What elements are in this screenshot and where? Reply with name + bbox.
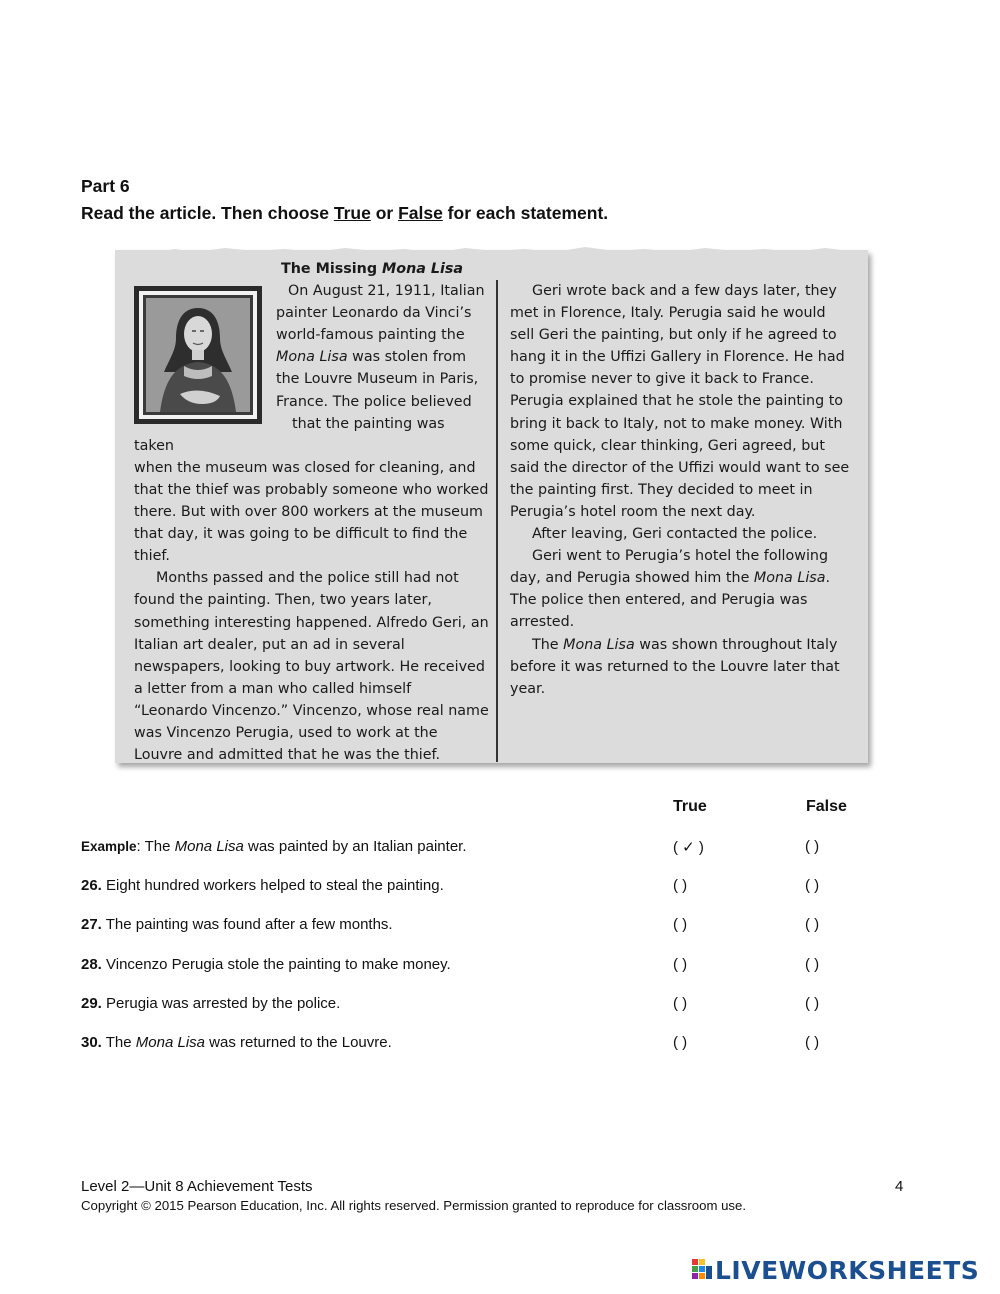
article-paragraph-5: Geri went to Perugia’s hotel the following day, and Perugia showed him the Mona Lisa. The police then entered, and Perugia was arrested. xyxy=(510,548,831,631)
question-27-true-choice[interactable]: ( ) xyxy=(673,916,688,933)
article-paragraph-4: After leaving, Geri contacted the police. xyxy=(532,526,818,543)
article-panel xyxy=(115,250,868,763)
question-row: 26. Eight hundred workers helped to steal the painting. ( ) ( ) xyxy=(81,877,820,894)
article-paragraph-6: The Mona Lisa was shown throughout Italy before it was returned to the Louvre later that year. xyxy=(510,636,840,697)
question-27-false-choice[interactable]: ( ) xyxy=(805,916,820,933)
page-number: 4 xyxy=(895,1178,904,1195)
question-row: 27. The painting was found after a few months. ( ) ( ) xyxy=(81,916,820,933)
false-word: False xyxy=(398,203,443,223)
question-30-true-choice[interactable]: ( ) xyxy=(673,1034,688,1051)
true-word: True xyxy=(333,203,371,223)
example-text: Example: The Mona Lisa was painted by an Italian painter. xyxy=(81,838,467,855)
question-28-false-choice[interactable]: ( ) xyxy=(805,956,820,973)
example-true-choice[interactable]: ( ✓ ) xyxy=(673,839,704,856)
question-29-true-choice[interactable]: ( ) xyxy=(673,995,688,1012)
torn-edge xyxy=(115,244,868,258)
article-title: The Missing Mona Lisa xyxy=(281,261,464,277)
column-divider xyxy=(496,280,498,762)
article-paragraph-3: Geri wrote back and a few days later, they met in Florence, Italy. Perugia said he would sell Geri the painting, but only if he agreed to hang it in the Uffizi Gallery in Florence. He had to promise never to give it back to France. Perugia explained that he stole the painting to bring it back to Italy, not to make money. With some quick, clear thinking, Geri agreed, but said the director of the Uffizi would want to see the painting first. They decided to meet in Perugia’s hotel room the next day. xyxy=(510,283,850,520)
example-row xyxy=(81,838,881,860)
article-paragraph-1: On August 21, 1911, Italian painter Leonardo da Vinci’s world-famous painting the Mona Lisa was stolen from the Louvre Museum in Paris, France. The police believed that the painting was taken when the museum was closed for cleaning, and that the thief was probably someone who worked there. But with over 800 workers at the museum that day, it was going to be difficult to find the thief. xyxy=(134,283,489,565)
liveworksheets-blocks-icon xyxy=(692,1259,712,1281)
footer-level: Level 2—Unit 8 Achievement Tests xyxy=(81,1178,313,1195)
article-left-column xyxy=(134,258,489,766)
article-paragraph-2: Months passed and the police still had not found the painting. Then, two years later, something interesting happened. Alfredo Geri, an Italian art dealer, put an ad in several newspapers, looking to buy artwork. He received a letter from a man who called himself “Leonardo Vincenzo.” Vincenzo, whose real name was Vincenzo Perugia, used to work at the Louvre and admitted that he was the thief. xyxy=(134,570,489,764)
part-title: Part 6 xyxy=(81,176,130,196)
question-row: 30. The Mona Lisa was returned to the Louvre. ( ) ( ) xyxy=(81,1034,820,1051)
instructions: Read the article. Then choose True or False for each statement. xyxy=(81,203,609,223)
mona-lisa-portrait-icon xyxy=(134,286,262,424)
question-26-true-choice[interactable]: ( ) xyxy=(673,877,688,894)
question-28-true-choice[interactable]: ( ) xyxy=(673,956,688,973)
example-false-choice[interactable]: ( ) xyxy=(805,838,820,855)
liveworksheets-text: LIVEWORKSHEETS xyxy=(715,1255,980,1285)
footer-copyright: Copyright © 2015 Pearson Education, Inc. All rights reserved. Permission granted to reproduce for classroom use. xyxy=(81,1198,747,1213)
false-column-header: False xyxy=(806,798,847,815)
true-column-header: True xyxy=(673,798,707,815)
question-row: 28. Vincenzo Perugia stole the painting to make money. ( ) ( ) xyxy=(81,956,820,973)
question-29-false-choice[interactable]: ( ) xyxy=(805,995,820,1012)
article-right-column xyxy=(510,280,850,700)
liveworksheets-logo[interactable] xyxy=(692,1255,979,1285)
question-26-false-choice[interactable]: ( ) xyxy=(805,877,820,894)
question-row: 29. Perugia was arrested by the police. ( ) ( ) xyxy=(81,995,820,1012)
question-30-false-choice[interactable]: ( ) xyxy=(805,1034,820,1051)
